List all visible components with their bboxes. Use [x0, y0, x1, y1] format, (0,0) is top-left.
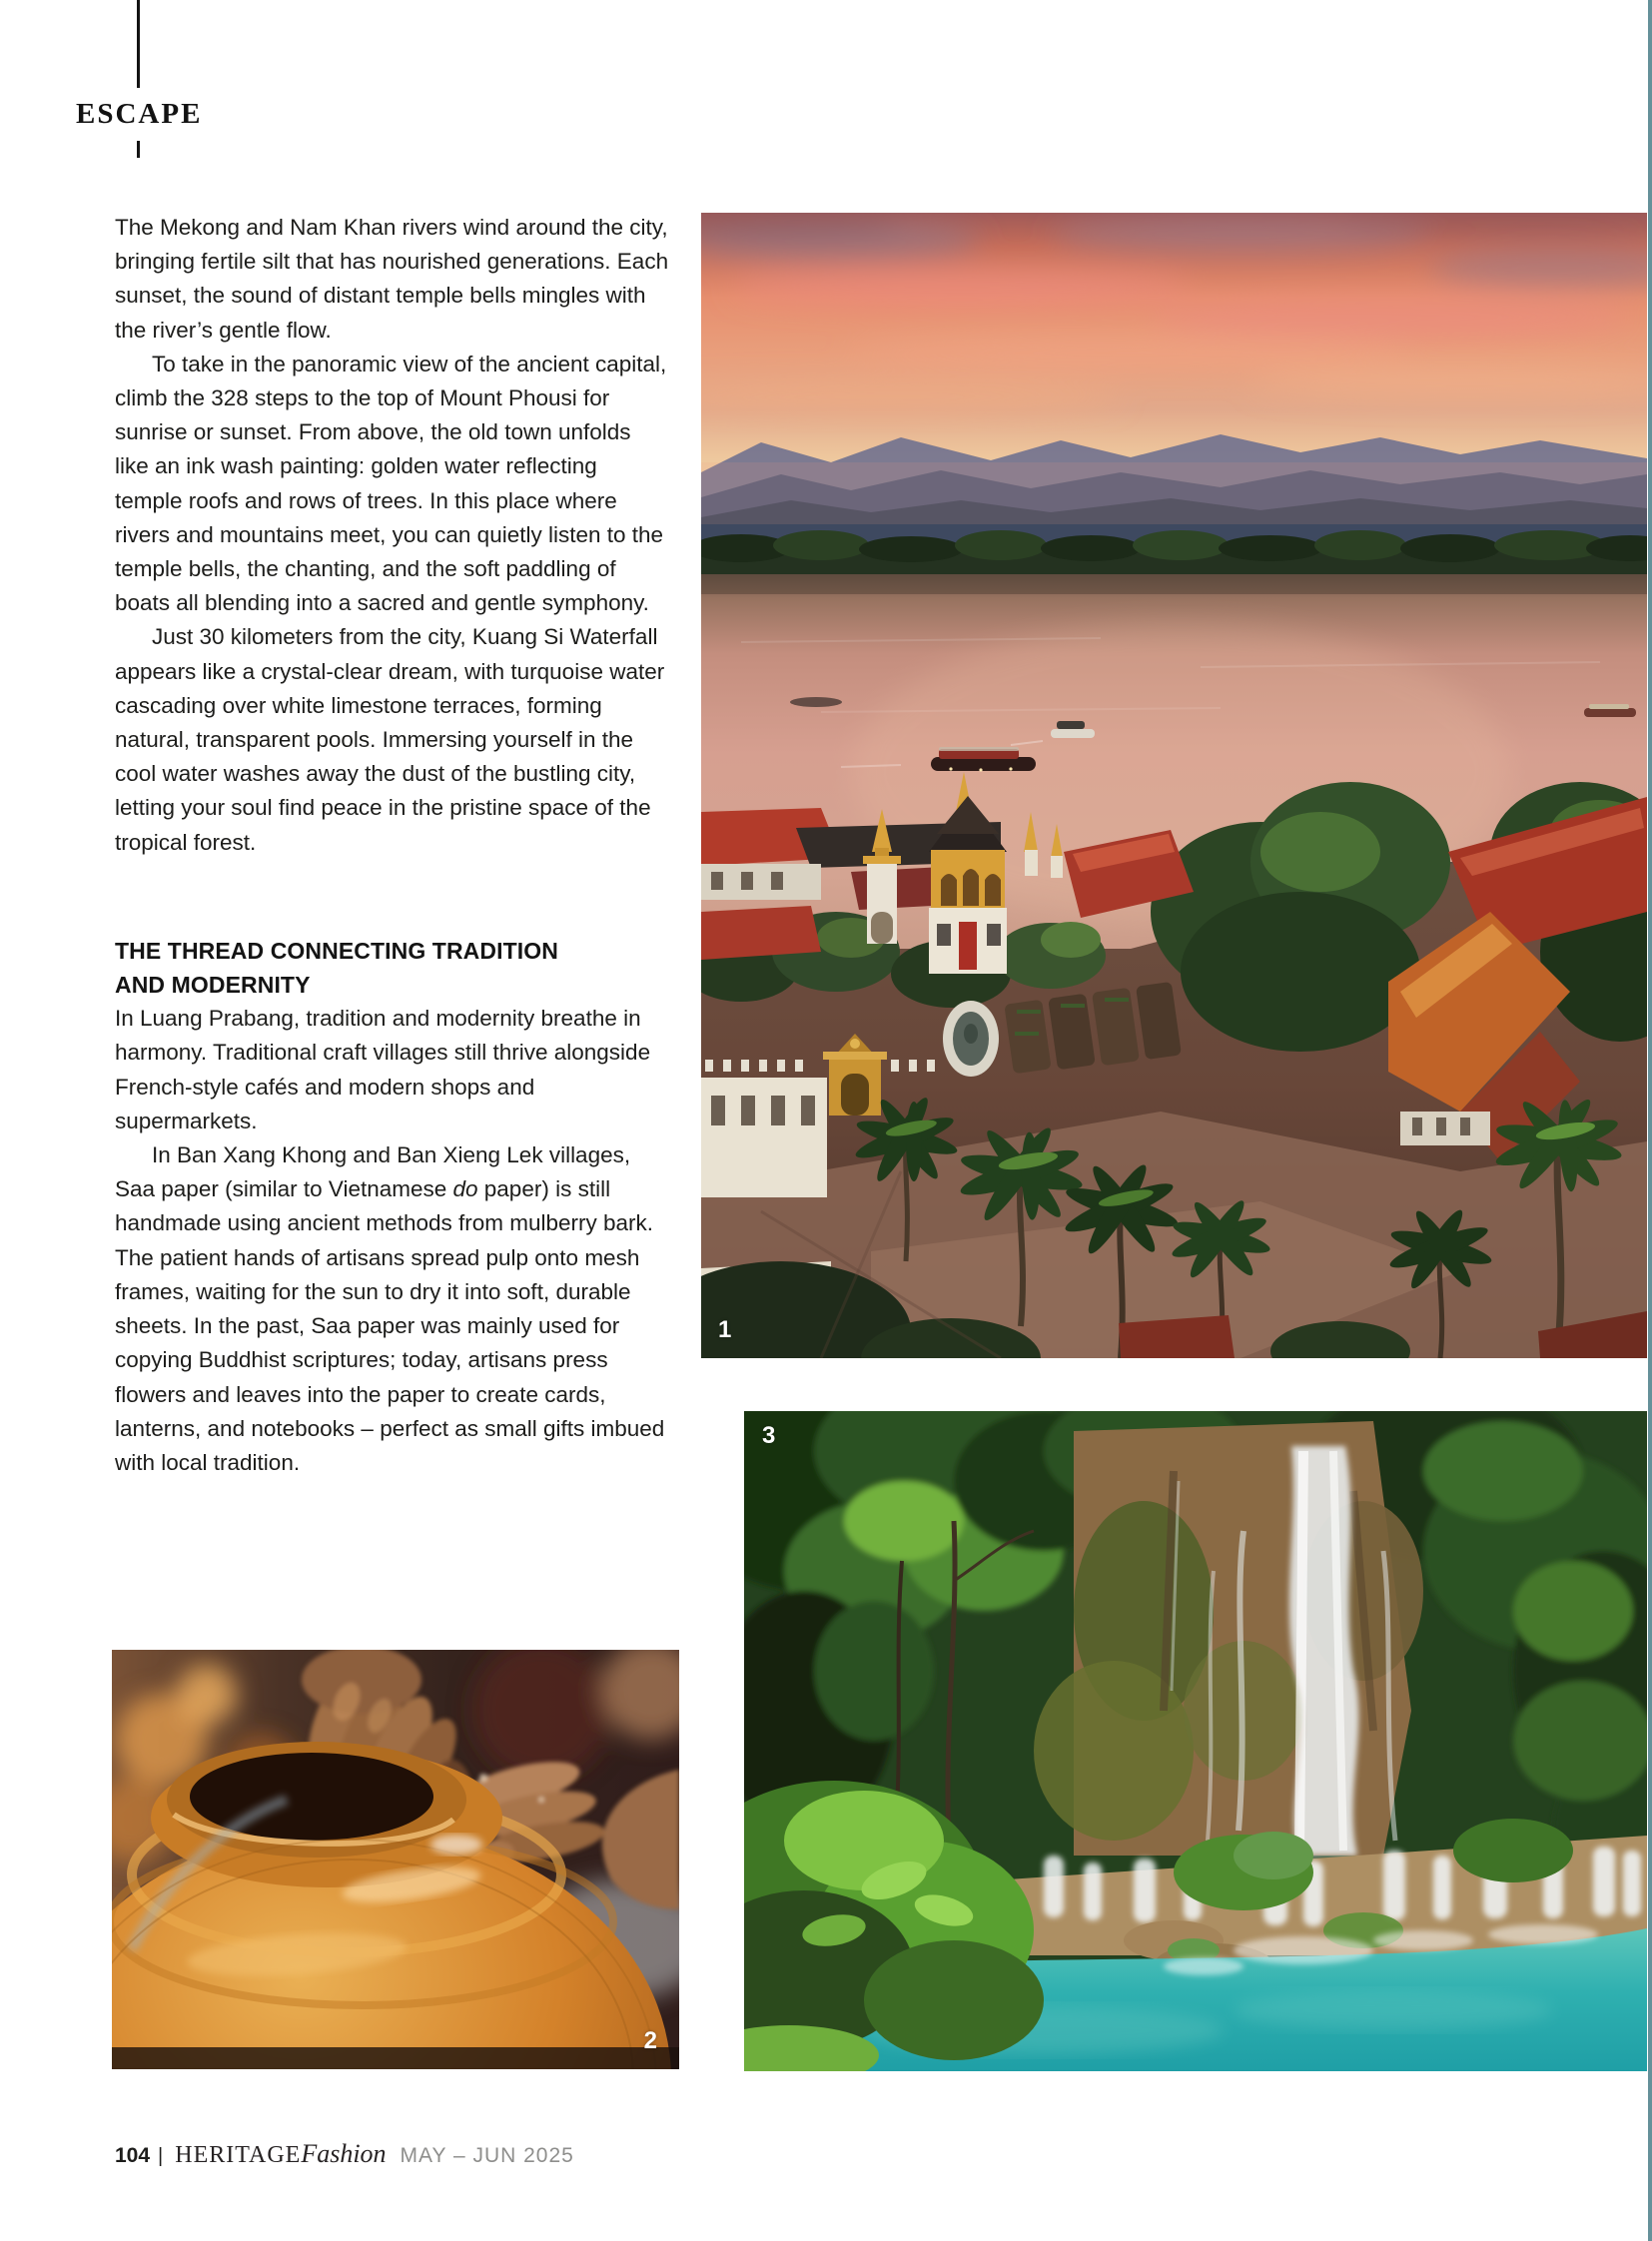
footer-separator: |	[158, 2145, 164, 2167]
photo-3-number-label: 3	[762, 1422, 776, 1449]
photo-1-number-label: 1	[718, 1316, 732, 1343]
article-subheading	[115, 934, 670, 1002]
article-paragraph-4: In Luang Prabang, tradition and modernity breathe in harmony. Traditional craft villages still thrive alongside French-style cafés and modern shops and supermarkets.	[115, 1006, 651, 1133]
article-paragraph-3: Just 30 kilometers from the city, Kuang Si Waterfall appears like a crystal-clear dream, with turquoise water cascading over white limestone terraces, forming natural, transparent pools. Immersing yourself in the cool water washes away the dust of the bustling city, letting your soul find peace in the pristine space of the tropical forest.	[115, 624, 665, 855]
page-number: 104	[115, 2144, 151, 2167]
article-paragraph-5	[115, 1138, 670, 1480]
header-tick-rule	[137, 141, 140, 158]
page-footer	[115, 2139, 574, 2169]
wheel-shadow	[112, 2047, 679, 2069]
header-vertical-rule	[137, 0, 140, 88]
paragraph-5-text-after: paper) is still handmade using ancient methods from mulberry bark. The patient hands of artisans spread pulp onto mesh frames, waiting for the sun to dry it into soft, durable sheets. In the past, Saa paper was mainly used for copying Buddhist scriptures; today, artisans press flowers and leaves into the paper to create cards, lanterns, and notebooks – perfect as small gifts imbued with local tradition.	[115, 1176, 665, 1475]
paragraph-5-text: In Ban Xang Khong and Ban Xieng Lek villages, Saa paper (similar to Vietnamese	[115, 1142, 631, 1202]
article-text-column	[115, 211, 670, 1480]
boat-right	[1584, 704, 1636, 717]
magazine-brand-suffix: Fashion	[301, 2139, 387, 2168]
paragraph-5-italic-term: do	[452, 1176, 478, 1202]
subheading-line-1: THE THREAD CONNECTING TRADITION	[115, 937, 558, 964]
photo-aerial-luang-prabang	[701, 213, 1647, 1358]
photo-2-number-label: 2	[643, 2027, 657, 2054]
photo-3-illustration	[744, 1411, 1647, 2071]
courtyard-pond	[943, 1001, 999, 1077]
issue-date: MAY – JUN 2025	[400, 2144, 574, 2167]
section-label: ESCAPE	[76, 98, 203, 130]
photo-kuang-si-waterfall	[744, 1411, 1647, 2071]
photo-2-illustration	[112, 1650, 679, 2069]
photo-1-illustration	[701, 213, 1647, 1358]
magazine-brand: HERITAGE	[175, 2142, 302, 2168]
subheading-line-2: AND MODERNITY	[115, 972, 311, 999]
article-paragraph-1: The Mekong and Nam Khan rivers wind around the city, bringing fertile silt that has nourished generations. Each sunset, the sound of distant temple bells mingles with the river’s gentle flow.	[115, 215, 669, 343]
page-edge-artifact	[1648, 0, 1652, 2241]
article-paragraph-2: To take in the panoramic view of the ancient capital, climb the 328 steps to the top of Mount Phousi for sunrise or sunset. From above, the old town unfolds like an ink wash painting: golden water reflecting temple roofs and rows of trees. In this place where rivers and mountains meet, you can quietly listen to the temple bells, the chanting, and the soft paddling of boats all blending into a sacred and gentle symphony.	[115, 351, 667, 616]
temple-town	[701, 772, 1647, 1358]
rock-cliff	[1034, 1421, 1423, 1856]
photo-pottery-hands	[112, 1650, 679, 2069]
